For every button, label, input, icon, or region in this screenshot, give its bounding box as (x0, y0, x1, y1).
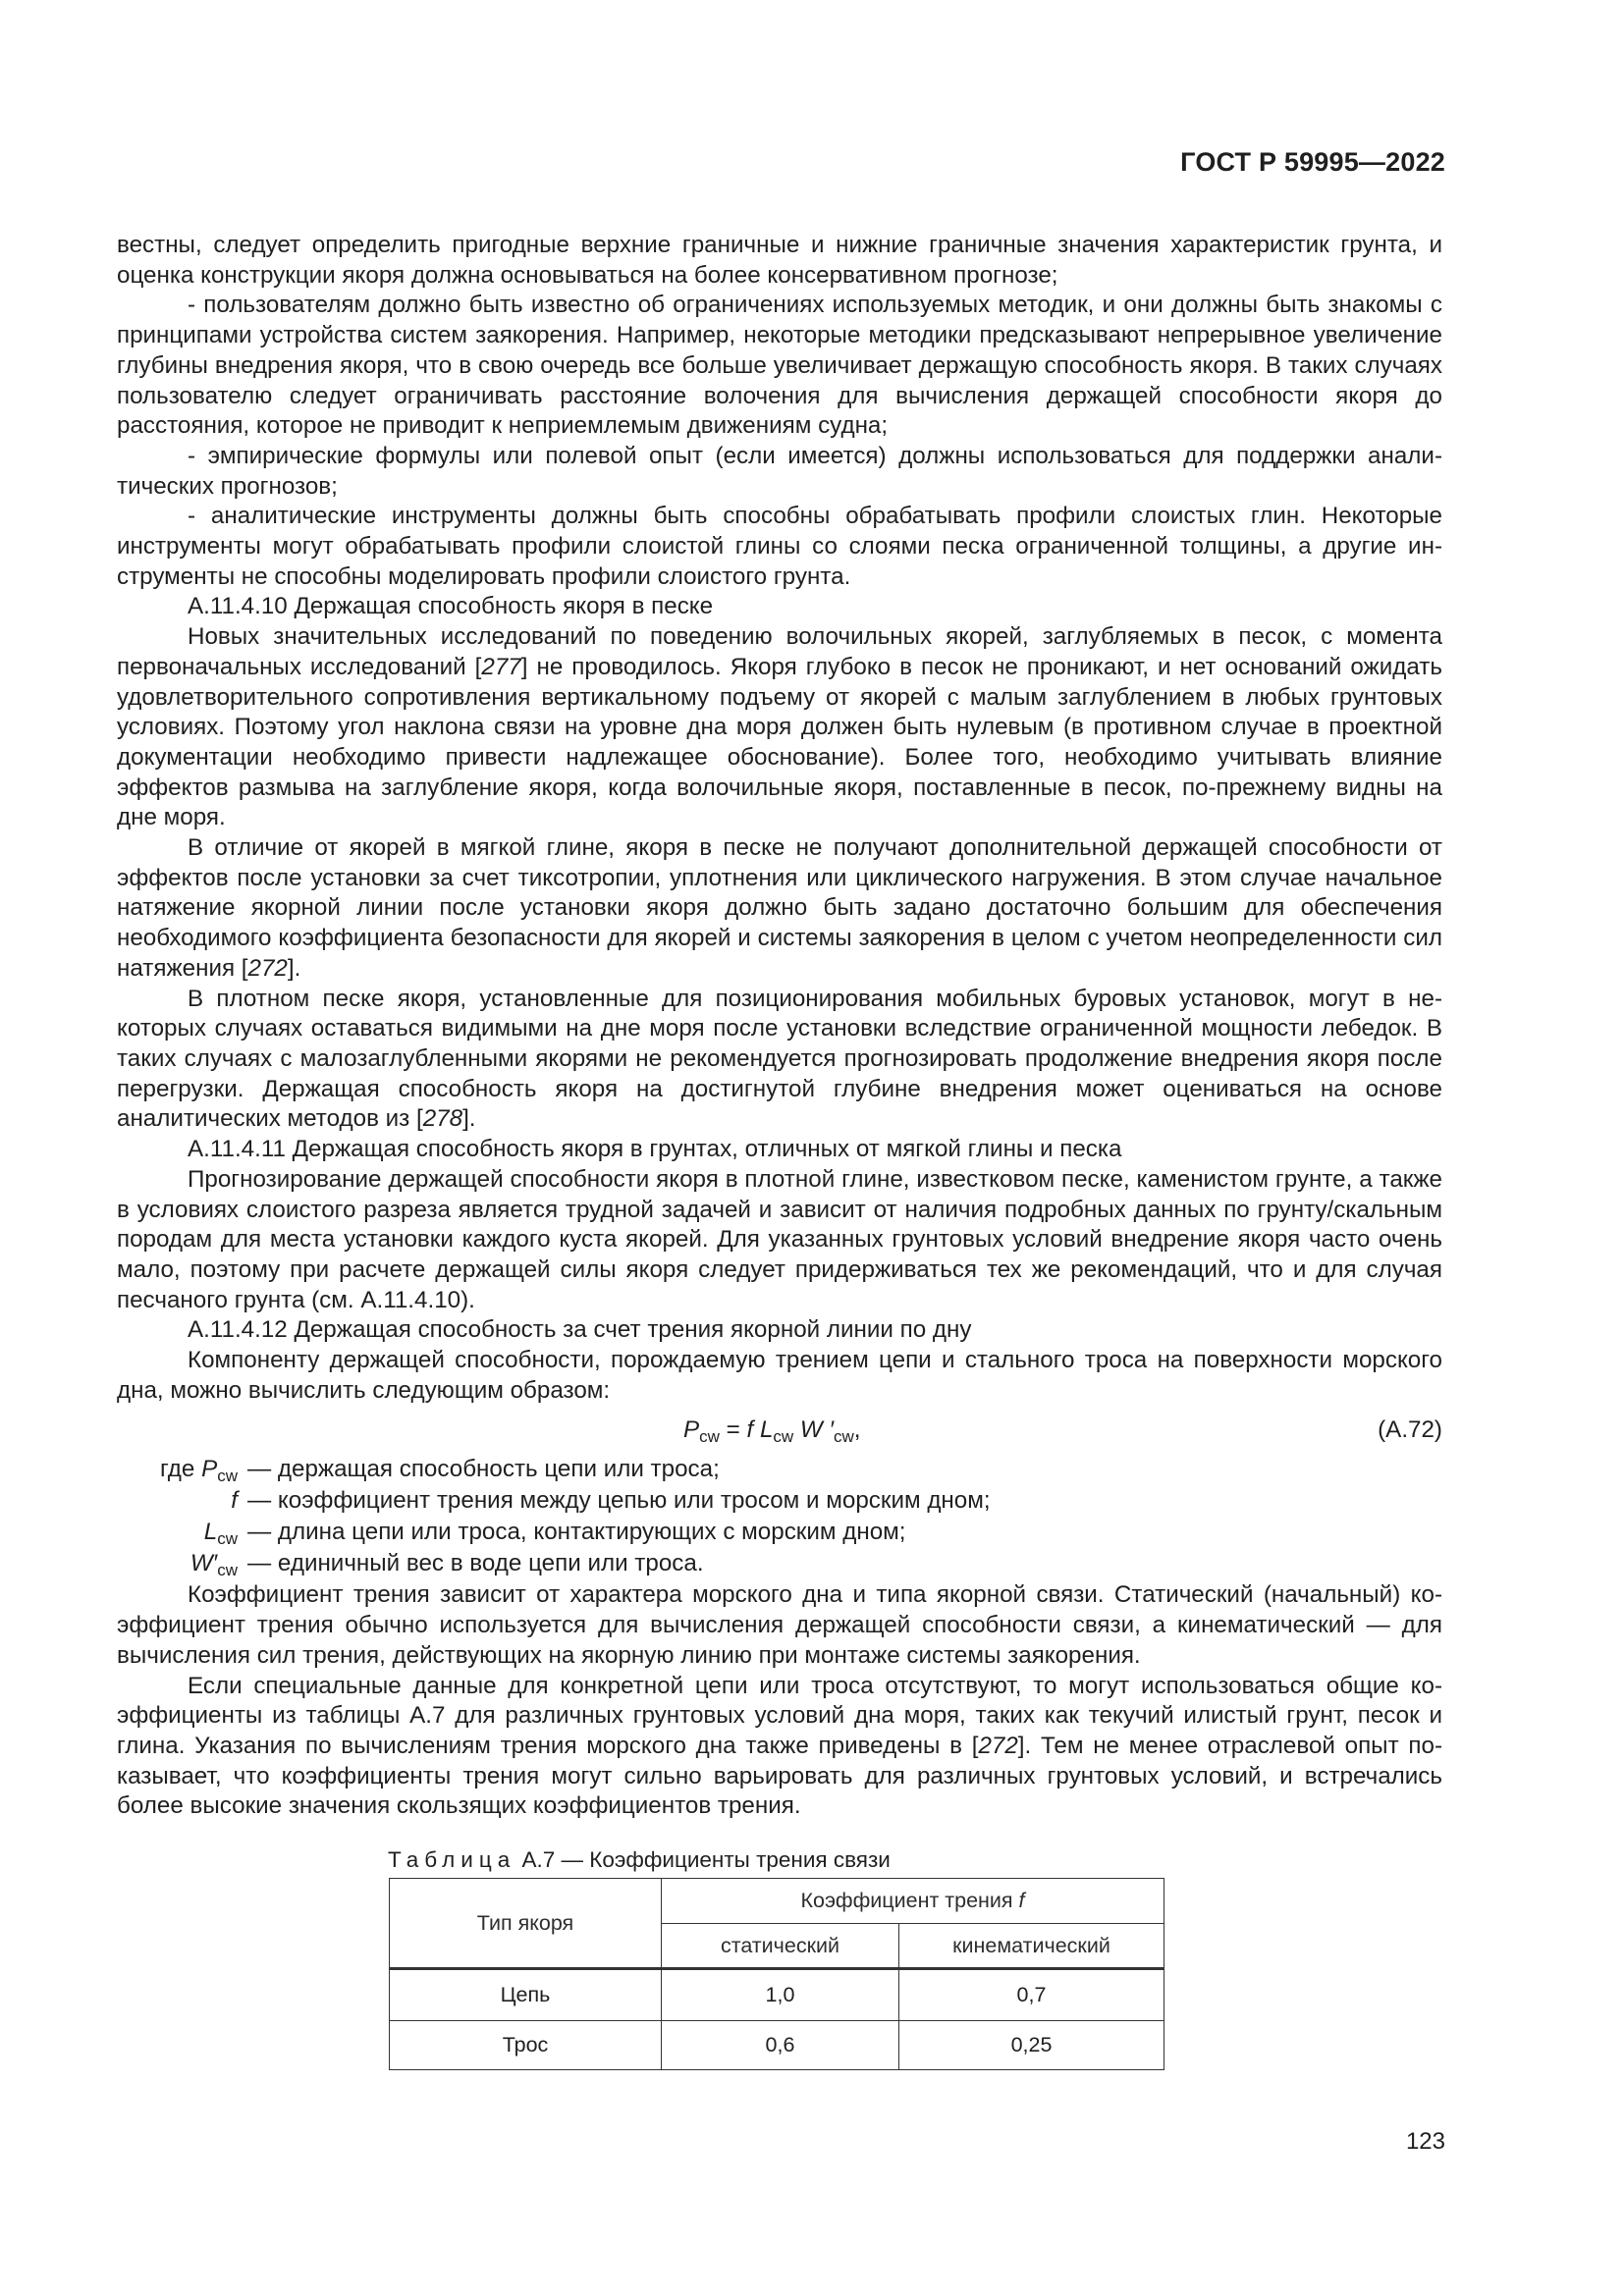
friction-table (389, 1878, 1164, 2070)
legend-row (117, 1549, 1442, 1580)
paragraph: Если специальные данные для конкретной цепи или троса отсутствуют, то могут использоваться общие коэффициенты из таблицы А.7 для различных грунтовых условий дна моря, таких как текучий илистый грунт, песок и глина. Указания по вычислениям трения морского дна также приведены в [272]. Тем не менее отраслевой опыт показывает, что коэффициенты трения могут сильно варьировать для различных грунтовых условий, и встречались более высокие значения скользящих коэффициентов трения. (117, 1672, 1442, 1820)
section-heading-a11410: А.11.4.10 Держащая способность якоря в песке (188, 593, 714, 620)
legend-description: — держащая способность цепи или троса; (247, 1456, 720, 1483)
list-item: - аналитические инструменты должны быть способны обрабатывать профили слоистых глин. Некоторые инструменты могут обрабатывать профили слоистой глины со слоями песка ограниченной толщины, а другие инструменты не способны моделировать профили слоистого грунта. (117, 503, 1442, 590)
table-cell-type: Цепь (390, 1969, 662, 2021)
paragraph: В плотном песке якоря, установленные для позиционирования мобильных буровых установок, могут в некоторых случаях оставаться видимыми на дне моря после установки вследствие ограниченной мощности лебедок. В таких случаях с малозаглубленными якорями не рекомендуется прогнозировать продолжение внедрения якоря после перегрузки. Держащая способность якоря на достигнутой глубине внедрения может оцениваться на основе аналитических методов из [278]. (117, 985, 1442, 1133)
table-cell-kinematic: 0,25 (899, 2021, 1164, 2070)
list-item: - эмпирические формулы или полевой опыт (если имеется) должны использоваться для поддержки аналитических прогнозов; (117, 442, 1442, 500)
legend-description: — единичный вес в воде цепи или троса. (247, 1550, 704, 1577)
formula-number: (А.72) (1378, 1416, 1442, 1444)
reference-link[interactable]: 277 (481, 653, 521, 680)
legend-description: — коэффициент трения между цепью или тросом и морским дном; (247, 1487, 991, 1515)
table-row (390, 1969, 1164, 2021)
table-header-coefficient: Коэффициент трения f (662, 1879, 1164, 1924)
table-cell-static: 1,0 (662, 1969, 899, 2021)
reference-link[interactable]: 278 (422, 1105, 463, 1133)
document-standard-code: ГОСТ Р 59995—2022 (1180, 147, 1445, 177)
legend-row (117, 1455, 1442, 1486)
table-header-type: Тип якоря (390, 1879, 662, 1969)
section-heading-a11411: А.11.4.11 Держащая способность якоря в грунтах, отличных от мягкой глины и песка (188, 1136, 1122, 1163)
paragraph: Новых значительных исследований по поведению волочильных якорей, заглубляемых в песок, с момента первоначальных исследований [277] не проводилось. Якоря глубоко в песок не проникают, и нет оснований ожидать удовлетворительного сопротивления вертикальному подъему от якорей с малым заглублением в любых грунтовых условиях. Поэтому угол наклона связи на уровне дна моря должен быть нулевым (в противном случае в проектной документации необходимо привести надлежащее обоснование). Более того, необходимо учитывать влияние эффектов размыва на заглубление якоря, когда волочильные якоря, поставленные в песок, по-прежнему видны на дне моря. (117, 623, 1442, 831)
formula-legend (117, 1455, 1442, 1580)
legend-row (117, 1486, 1442, 1518)
legend-symbol: где $P_{cw}$ (160, 1456, 238, 1486)
table-cell-kinematic: 0,7 (899, 1969, 1164, 2021)
reference-link[interactable]: 272 (978, 1732, 1018, 1759)
legend-symbol: $W'_{cw}$ (189, 1550, 238, 1580)
page-body (117, 231, 1442, 1875)
table-cell-static: 0,6 (662, 2021, 899, 2070)
table-header-static: статический (662, 1924, 899, 1969)
reference-link[interactable]: 272 (247, 954, 288, 982)
page-number: 123 (1405, 2128, 1445, 2155)
paragraph: вестны, следует определить пригодные верхние граничные и нижние граничные значения характеристик грунта, и оценка конструкции якоря должна основываться на более консервативном прогнозе; (117, 232, 1442, 289)
legend-symbol: $L_{cw}$ (203, 1519, 238, 1549)
table-row (390, 2021, 1164, 2070)
formula-a72 (117, 1410, 1442, 1453)
table-cell-type: Трос (390, 2021, 662, 2070)
paragraph: В отличие от якорей в мягкой глине, якоря в песке не получают дополнительной держащей способности от эффектов после установки за счет тиксотропии, уплотнения или циклического нагружения. В этом случае начальное натяжение якорной линии после установки якоря должно быть задано достаточно большим для обеспечения необходимого коэффициента безопасности для якорей и системы заякорения в целом с учетом неопределенности сил натяжения [272]. (117, 834, 1442, 982)
section-heading-a11412: А.11.4.12 Держащая способность за счет трения якорной линии по дну (188, 1316, 972, 1344)
table-header-kinematic: кинематический (899, 1924, 1164, 1969)
paragraph: Компоненту держащей способности, порождаемую трением цепи и стального троса на поверхности морского дна, можно вычислить следующим образом: (117, 1347, 1442, 1404)
paragraph: Коэффициент трения зависит от характера морского дна и типа якорной связи. Статический (начальный) коэффициент трения обычно используется для вычисления держащей способности связи, а кинематический — для вычисления сил трения, действующих на якорную линию при монтаже системы заякорения. (117, 1581, 1442, 1669)
legend-row (117, 1518, 1442, 1549)
formula-expression: $P_{cw} = f$ $L_{cw}$ W $'_{cw}$, (683, 1416, 861, 1447)
paragraph: Прогнозирование держащей способности якоря в плотной глине, известковом песке, каменистом грунте, а также в условиях слоистого разреза является трудной задачей и зависит от наличия подробных данных по грунту/скальным породам для места установки каждого куста якорей. Для указанных грунтовых условий внедрение якоря часто очень мало, поэтому при расчете держащей силы якоря следует придерживаться тех же рекомендаций, что и для случая песчаного грунта (см. А.11.4.10). (117, 1165, 1442, 1313)
legend-symbol: f (231, 1487, 238, 1515)
list-item: - пользователям должно быть известно об ограничениях используемых методик, и они должны быть знакомы с принципами устройства систем заякорения. Например, некоторые методики предсказывают непрерывное увеличение глубины внедрения якоря, что в свою очередь все больше увеличивает держащую способность якоря. В таких случаях пользователю следует ограничивать расстояние волочения для вычисления держащей способности якоря до расстояния, которое не приводит к неприемлемым движениям судна; (117, 292, 1442, 440)
table-caption: Таблица А.7 — Коэффициенты трения связи (388, 1847, 891, 1873)
legend-description: — длина цепи или троса, контактирующих с морским дном; (247, 1519, 906, 1546)
